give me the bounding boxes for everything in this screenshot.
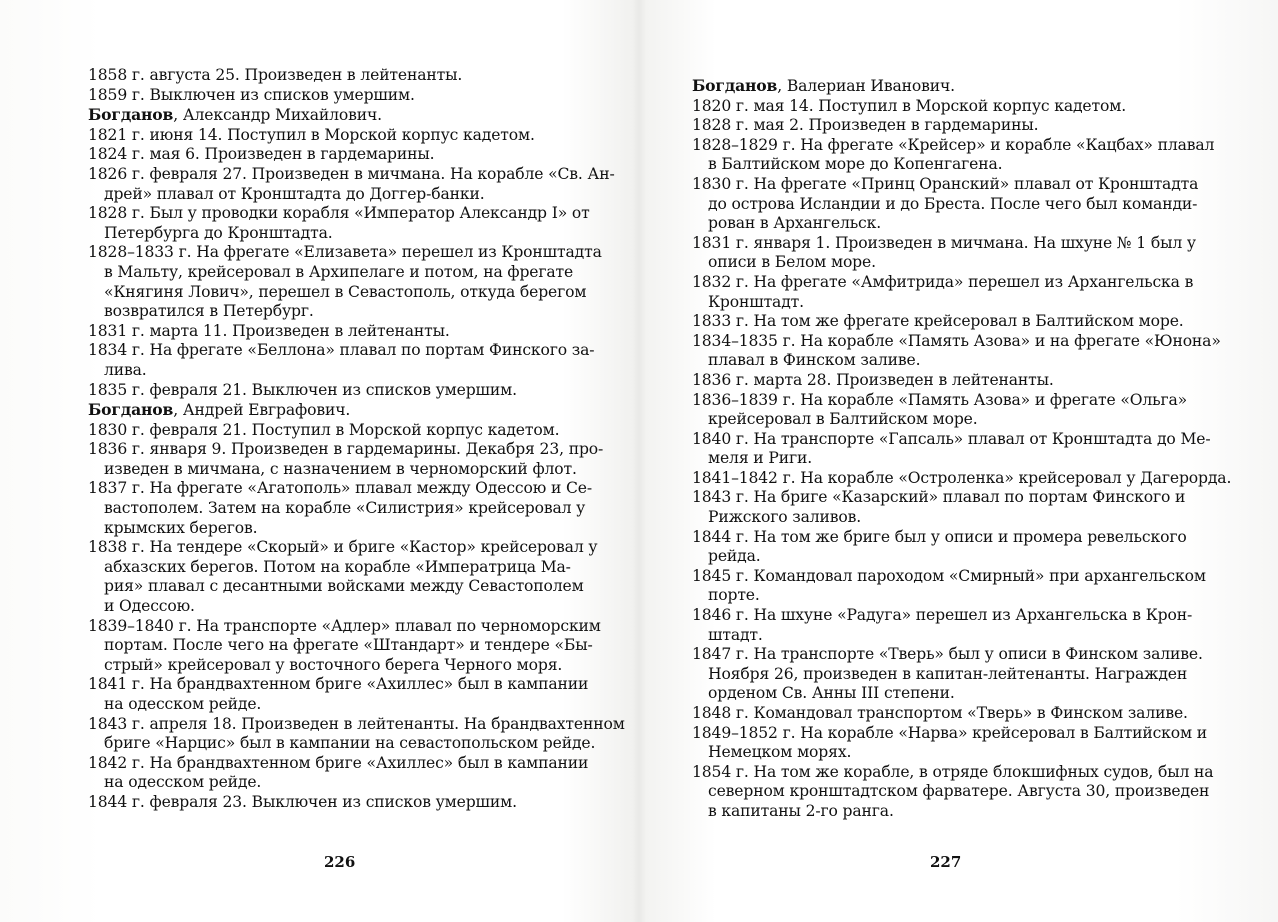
- line-text: 1820 г. мая 14. Поступил в Морской корпус кадетом.: [692, 96, 1127, 115]
- text-line: [692, 214, 1182, 234]
- line-text: рия» плавал с десантными войсками между Севастополем: [104, 577, 584, 596]
- line-text: вастополем. Затем на корабле «Силистрия» крейсеровал у: [104, 499, 586, 518]
- line-text: меля и Риги.: [708, 449, 813, 468]
- line-text: описи в Белом море.: [708, 253, 876, 272]
- line-text: 1849–1852 г. На корабле «Нарва» крейсеровал в Балтийском и: [692, 723, 1208, 742]
- text-line: [692, 429, 1211, 450]
- line-text: возвратился в Петербург.: [104, 302, 314, 321]
- text-line: [88, 86, 588, 106]
- text-line: [692, 704, 1188, 724]
- text-line: [88, 302, 588, 322]
- text-line: [88, 793, 588, 813]
- line-text: 1835 г. февраля 21. Выключен из списков умершим.: [88, 380, 517, 399]
- line-text: 1830 г. февраля 21. Поступил в Морской корпус кадетом.: [88, 420, 560, 439]
- line-text: плавал в Финском заливе.: [708, 351, 921, 370]
- line-text: 1841 г. На брандвахтенном бриге «Ахиллес» был в кампании: [88, 675, 589, 694]
- text-line: [88, 283, 588, 303]
- line-text: 1847 г. На транспорте «Тверь» был у описи в Финском заливе.: [692, 645, 1203, 664]
- line-text: 1821 г. июня 14. Поступил в Морской корпус кадетом.: [88, 125, 535, 144]
- text-line: [88, 224, 588, 244]
- line-text: 1833 г. На том же фрегате крейсеровал в Балтийском море.: [692, 312, 1184, 331]
- line-text: лива.: [104, 360, 147, 379]
- line-text: крейсеровал в Балтийском море.: [708, 410, 978, 429]
- text-line: [692, 468, 1232, 489]
- text-line: [88, 538, 598, 558]
- line-text: 1843 г. На бриге «Казарский» плавал по портам Финского и: [692, 488, 1186, 507]
- line-text: 1831 г. марта 11. Произведен в лейтенанты.: [88, 321, 450, 340]
- line-text: 1832 г. На фрегате «Амфитрида» перешел из Архангельска в: [692, 272, 1194, 291]
- line-text: 1831 г. января 1. Произведен в мичмана. На шхуне № 1 был у: [692, 233, 1196, 252]
- entry-surname: Богданов: [88, 400, 174, 420]
- line-text: Рижского заливов.: [708, 508, 862, 527]
- line-text: 1843 г. апреля 18. Произведен в лейтенанты. На брандвахтенном: [88, 714, 625, 733]
- line-text: 1859 г. Выключен из списков умершим.: [88, 85, 415, 104]
- line-text: рован в Архангельск.: [708, 214, 882, 233]
- text-line: [692, 664, 1188, 685]
- text-line: [88, 773, 588, 793]
- line-text: абхазских берегов. Потом на корабле «Императрица Ма-: [104, 557, 571, 576]
- line-text: «Княгиня Лович», перешел в Севастополь, откуда берегом: [104, 282, 587, 301]
- text-line: [88, 577, 588, 597]
- text-line: [692, 155, 1182, 175]
- text-line: [692, 449, 1182, 469]
- text-line: [692, 645, 1203, 665]
- line-text: 1836 г. марта 28. Произведен в лейтенанты.: [692, 370, 1054, 389]
- text-line: [88, 126, 588, 146]
- text-line: [692, 116, 1182, 136]
- line-text: до острова Исландии и до Бреста. После чего был команди-: [708, 194, 1198, 213]
- line-text: 1846 г. На шхуне «Радуга» перешел из Архангельска в Крон-: [692, 606, 1193, 625]
- text-line: [88, 597, 588, 617]
- line-text: Кронштадт.: [708, 292, 804, 311]
- text-line: [692, 233, 1196, 254]
- line-text: 1845 г. Командовал пароходом «Смирный» при архангельском: [692, 566, 1206, 585]
- text-line: [692, 586, 1182, 606]
- line-text: , Александр Михайлович.: [173, 106, 382, 125]
- left-page-number: 226: [324, 853, 356, 871]
- line-text: 1838 г. На тендере «Скорый» и бриге «Кастор» крейсеровал у: [88, 538, 598, 557]
- line-text: бриге «Нарцис» был в кампании на севастопольском рейде.: [104, 734, 596, 753]
- line-text: 1844 г. На том же бриге был у описи и промера ревельского: [692, 527, 1187, 546]
- entry-surname: Богданов: [692, 76, 778, 95]
- line-text: крымских берегов.: [104, 518, 258, 537]
- text-line: [88, 243, 602, 263]
- line-text: дрей» плавал от Кронштадта до Доггер-банки.: [104, 184, 485, 203]
- right-page-text: [692, 76, 1232, 822]
- entry-surname: Богданов: [88, 105, 174, 125]
- text-line: [692, 802, 1182, 822]
- line-text: 1828 г. Был у проводки корабля «Император Александр I» от: [88, 204, 590, 223]
- text-line: [692, 390, 1188, 411]
- text-line: [692, 331, 1221, 352]
- text-line: [692, 272, 1194, 293]
- text-line: [692, 312, 1182, 332]
- text-line: [88, 204, 588, 224]
- line-text: Немецком морях.: [708, 743, 852, 762]
- text-line: [88, 636, 593, 656]
- text-line: [88, 479, 592, 499]
- text-line: [88, 145, 588, 165]
- text-line: [692, 566, 1206, 587]
- text-line: [88, 695, 588, 715]
- line-text: на одесском рейде.: [104, 773, 262, 792]
- line-text: 1836 г. января 9. Произведен в гардемарины. Декабря 23, про-: [88, 440, 604, 459]
- text-line: [692, 253, 1182, 273]
- line-text: 1828–1829 г. На фрегате «Крейсер» и корабле «Кацбах» плавал: [692, 135, 1215, 154]
- text-line: [692, 194, 1198, 215]
- text-line: [692, 488, 1186, 508]
- text-line: [88, 341, 595, 361]
- text-line: [88, 66, 588, 86]
- line-text: 1837 г. На фрегате «Агатополь» плавал между Одессою и Се-: [88, 479, 592, 498]
- line-text: 1824 г. мая 6. Произведен в гардемарины.: [88, 145, 435, 164]
- text-line: [88, 263, 588, 283]
- text-line: [88, 440, 604, 460]
- line-text: 1844 г. февраля 23. Выключен из списков умершим.: [88, 792, 517, 811]
- line-text: и Одессою.: [104, 597, 195, 616]
- text-line: [692, 723, 1208, 744]
- text-line: [692, 293, 1182, 313]
- line-text: порте.: [708, 586, 760, 605]
- text-line: [692, 527, 1187, 548]
- line-text: 1858 г. августа 25. Произведен в лейтенанты.: [88, 66, 463, 84]
- text-line: [692, 782, 1210, 802]
- line-text: в Мальту, крейсеровал в Архипелаге и потом, на фрегате: [104, 262, 574, 281]
- text-line: [692, 351, 1182, 371]
- line-text: 1854 г. На том же корабле, в отряде блокшифных судов, был на: [692, 762, 1214, 781]
- text-line: [88, 400, 588, 421]
- line-text: Ноября 26, произведен в капитан-лейтенанты. Награжден: [708, 664, 1188, 683]
- text-line: [692, 606, 1193, 626]
- text-line: [88, 421, 588, 441]
- line-text: 1828 г. мая 2. Произведен в гардемарины.: [692, 116, 1039, 135]
- line-text: 1828–1833 г. На фрегате «Елизавета» перешел из Кронштадта: [88, 243, 602, 262]
- text-line: [88, 656, 588, 676]
- text-line: [692, 410, 1182, 430]
- text-line: [88, 616, 601, 637]
- line-text: в Балтийском море до Копенгагена.: [708, 155, 1003, 174]
- text-line: [692, 174, 1199, 195]
- text-line: [88, 714, 625, 735]
- left-page-text: [88, 66, 625, 813]
- text-line: [88, 381, 588, 401]
- text-line: [88, 499, 588, 519]
- line-text: 1839–1840 г. На транспорте «Адлер» плавал по черноморским: [88, 616, 601, 635]
- text-line: [692, 762, 1214, 783]
- line-text: , Валериан Иванович.: [777, 77, 955, 95]
- line-text: штадт.: [708, 625, 763, 644]
- text-line: [88, 361, 588, 381]
- line-text: 1836–1839 г. На корабле «Память Азова» и фрегате «Ольга»: [692, 390, 1188, 409]
- text-line: [88, 105, 588, 126]
- line-text: 1841–1842 г. На корабле «Остроленка» крейсеровал у Дагерорда.: [692, 468, 1232, 487]
- line-text: в капитаны 2-го ранга.: [708, 801, 894, 820]
- right-page-number: 227: [930, 853, 962, 871]
- text-line: [88, 558, 588, 578]
- text-line: [692, 684, 1182, 704]
- text-line: [88, 460, 588, 480]
- line-text: орденом Св. Анны III степени.: [708, 684, 955, 703]
- line-text: северном кронштадтском фарватере. Августа 30, произведен: [708, 782, 1210, 801]
- text-line: [692, 626, 1182, 646]
- line-text: Петербурга до Кронштадта.: [104, 223, 333, 242]
- text-line: [88, 754, 588, 774]
- line-text: 1842 г. На брандвахтенном бриге «Ахиллес» был в кампании: [88, 753, 589, 772]
- text-line: [88, 519, 588, 539]
- line-text: стрый» крейсеровал у восточного берега Черного моря.: [104, 655, 563, 674]
- text-line: [692, 76, 1182, 97]
- line-text: 1840 г. На транспорте «Гапсаль» плавал от Кронштадта до Ме-: [692, 429, 1211, 448]
- text-line: [692, 97, 1182, 117]
- text-line: [88, 322, 588, 342]
- text-line: [88, 185, 588, 205]
- line-text: , Андрей Евграфович.: [173, 401, 351, 420]
- line-text: 1834–1835 г. На корабле «Память Азова» и на фрегате «Юнона»: [692, 331, 1221, 350]
- line-text: 1830 г. На фрегате «Принц Оранский» плавал от Кронштадта: [692, 174, 1199, 193]
- text-line: [692, 743, 1182, 763]
- text-line: [88, 675, 588, 695]
- text-line: [692, 508, 1182, 528]
- text-line: [88, 734, 596, 754]
- line-text: 1826 г. февраля 27. Произведен в мичмана. На корабле «Св. Ан-: [88, 164, 615, 183]
- line-text: рейда.: [708, 547, 761, 566]
- text-line: [692, 371, 1182, 391]
- text-line: [88, 164, 615, 185]
- line-text: портам. После чего на фрегате «Штандарт» и тендере «Бы-: [104, 636, 593, 655]
- text-line: [692, 135, 1215, 156]
- text-line: [692, 547, 1182, 567]
- line-text: на одесском рейде.: [104, 695, 262, 713]
- line-text: 1834 г. На фрегате «Беллона» плавал по портам Финского за-: [88, 341, 595, 360]
- line-text: изведен в мичмана, с назначением в черноморский флот.: [104, 459, 577, 478]
- line-text: 1848 г. Командовал транспортом «Тверь» в Финском заливе.: [692, 704, 1188, 722]
